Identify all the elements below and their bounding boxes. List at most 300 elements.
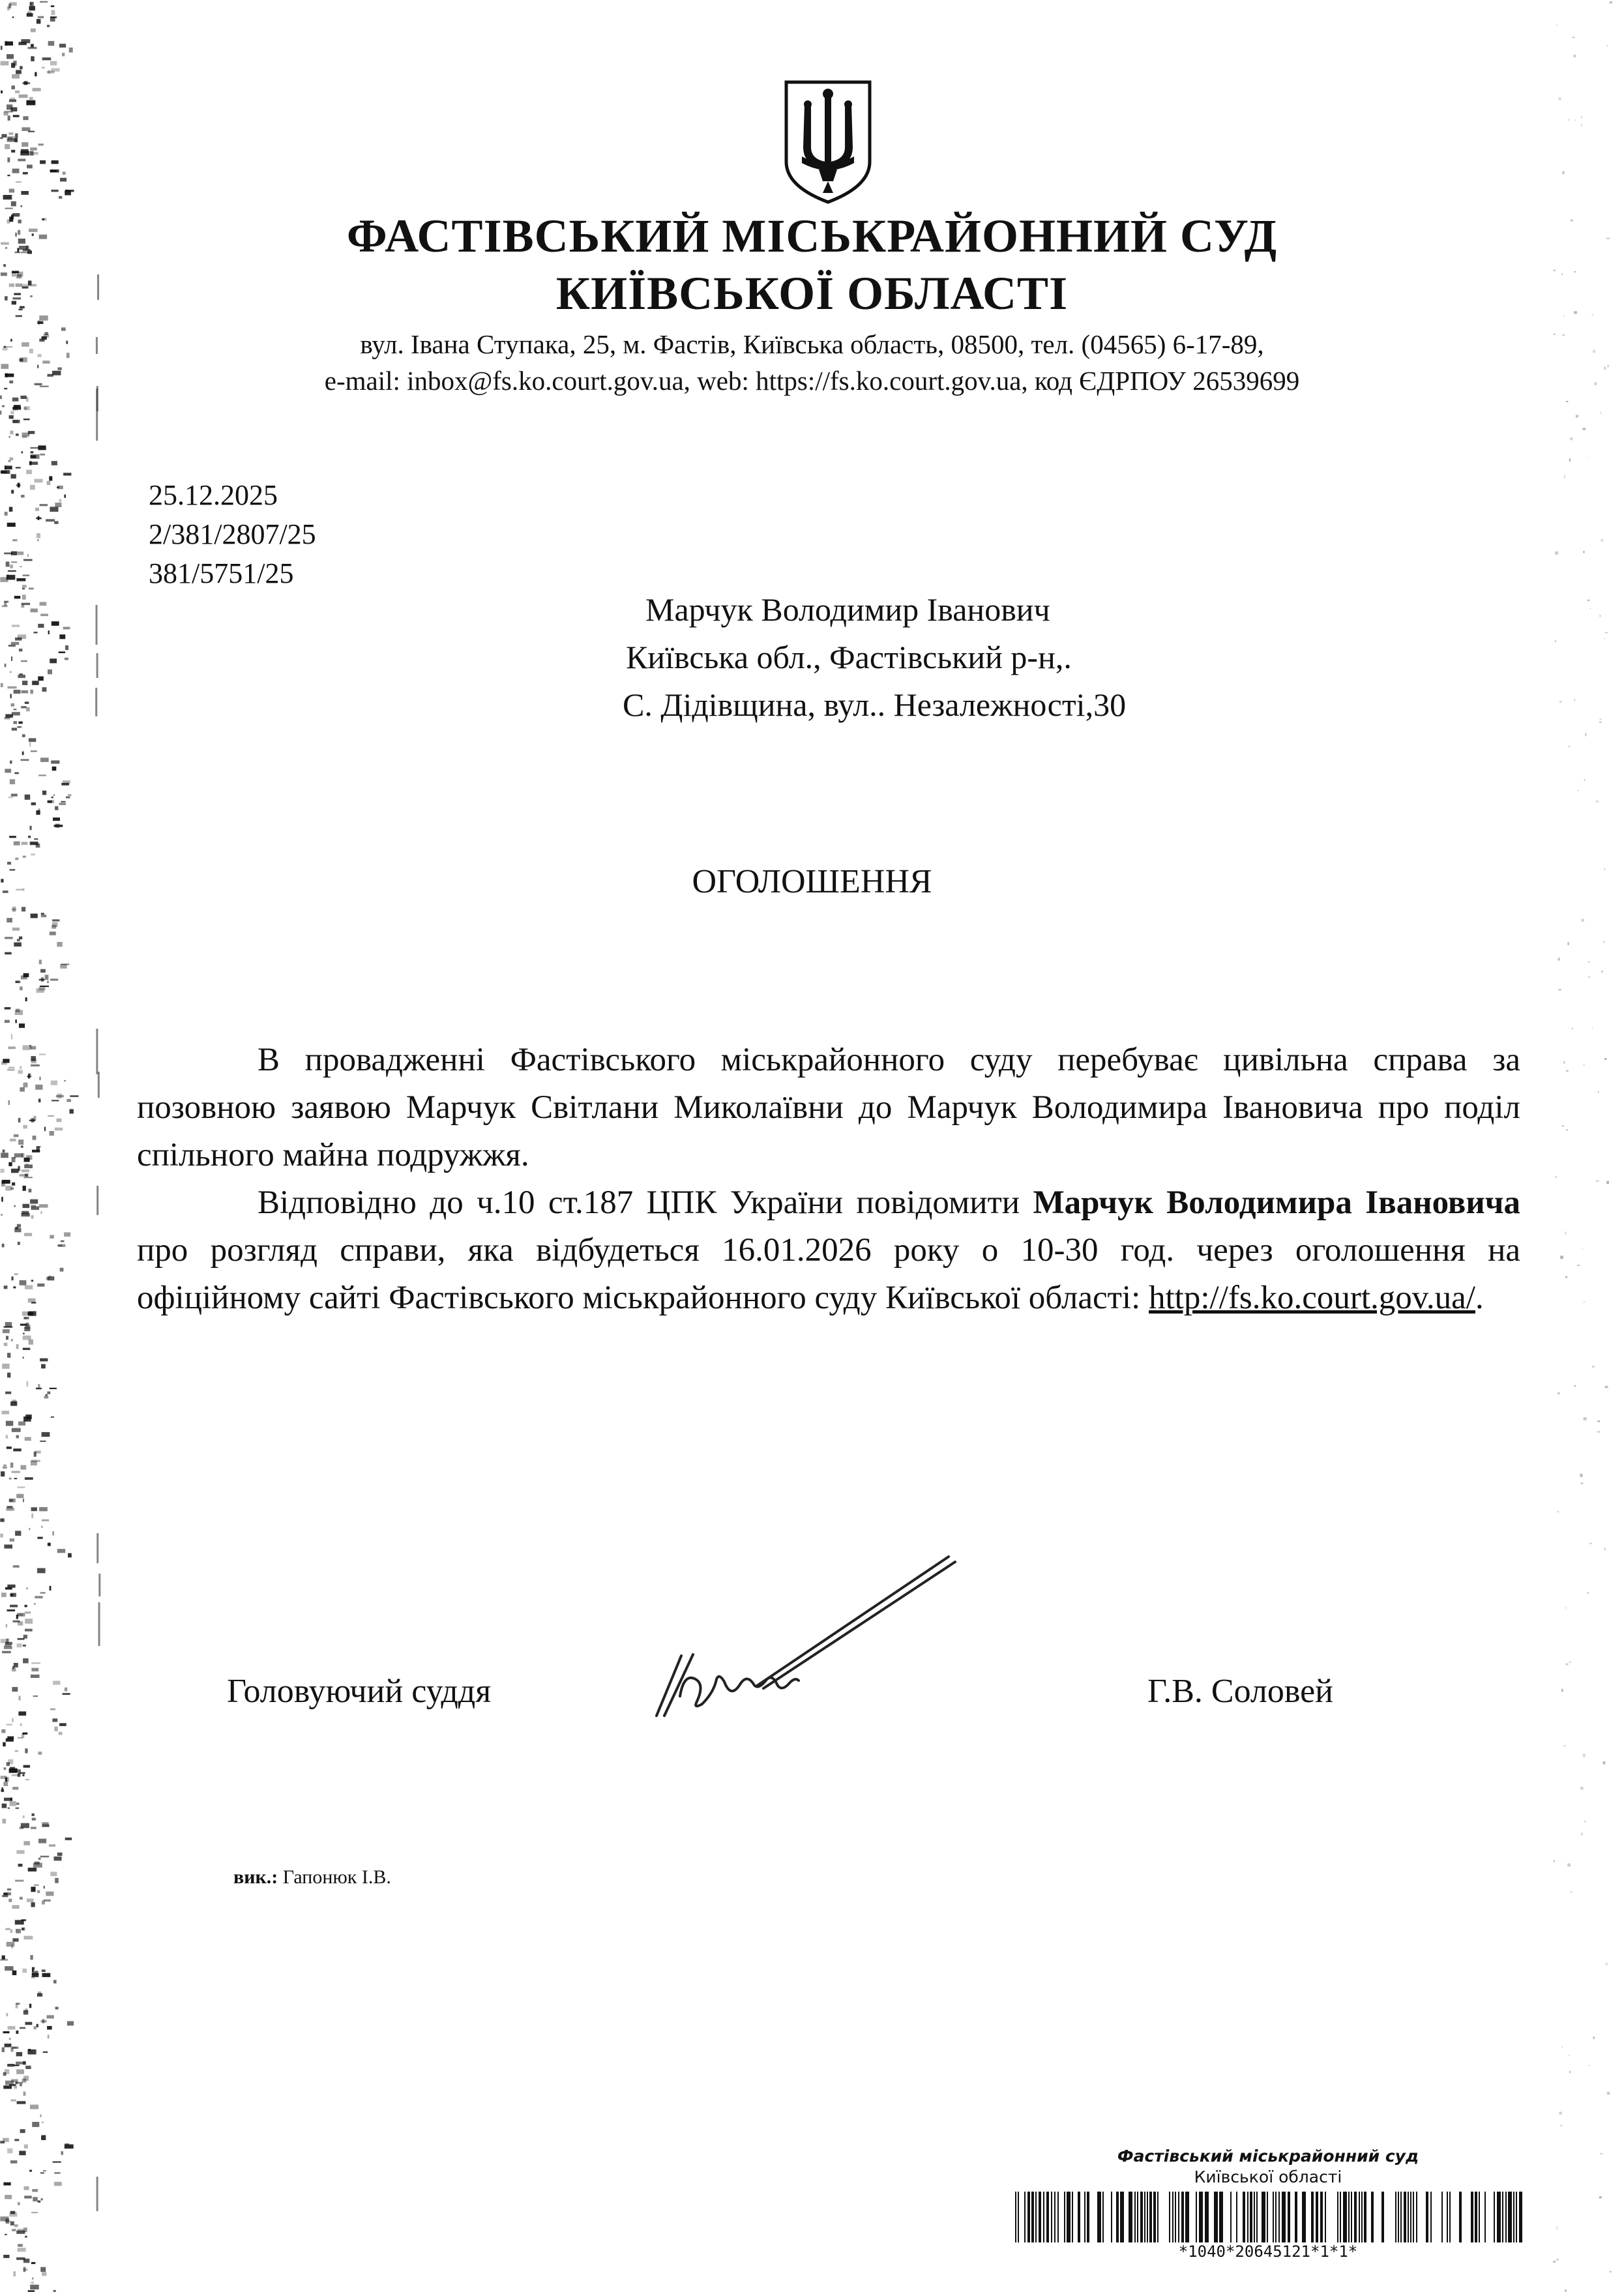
scan-noise-speck [48,801,52,803]
scan-noise-speck [50,17,55,22]
scan-noise-speck [18,1638,25,1640]
scan-noise-speck [27,554,29,557]
scan-noise-speck [21,149,29,153]
scan-noise-speck [5,2195,12,2199]
barcode-bar [1311,2192,1314,2242]
announcement-body [137,1036,1520,1322]
scan-noise-speck [12,1938,18,1941]
scan-noise-speck [34,479,42,483]
scan-noise-speck [31,1668,38,1671]
scan-noise-speck [35,72,37,77]
scan-noise-speck [24,81,28,85]
barcode-bar [1398,2192,1399,2242]
scan-noise-speck [7,1506,12,1508]
scan-noise-line [96,605,98,645]
barcode-bar [1250,2192,1252,2242]
barcode-bar [1395,2192,1396,2242]
scan-noise-speck [23,2267,26,2272]
barcode-bar [1400,2192,1402,2242]
scan-noise-speck [1554,1860,1555,1862]
scan-noise-speck [59,634,65,639]
scan-noise-speck [55,1878,59,1883]
scan-noise-speck [16,2031,19,2034]
scan-noise-speck [1584,1417,1587,1420]
barcode-bar [1505,2192,1507,2242]
barcode-bar [1256,2192,1258,2242]
scan-noise-speck [23,2061,25,2064]
scan-noise-speck [31,29,36,33]
scan-noise-speck [54,2172,60,2174]
scan-noise-speck [23,1186,26,1191]
scan-noise-speck [3,2182,10,2186]
scan-noise-speck [51,190,58,192]
scan-noise-speck [11,794,18,797]
scan-noise-speck [19,2151,25,2155]
scan-noise-speck [1583,551,1585,553]
scan-noise-speck [7,6,10,10]
scan-noise-speck [1562,1125,1565,1127]
scan-noise-speck [9,2212,17,2217]
scan-noise-speck [2,405,5,407]
scan-noise-speck [7,1353,10,1358]
scan-noise-speck [23,559,33,561]
barcode-bar [1051,2192,1052,2242]
scan-noise-speck [20,2084,22,2087]
scan-noise-speck [9,189,14,193]
scan-noise-speck [54,521,58,523]
scan-noise-speck [46,519,55,522]
scan-noise-speck [10,1139,16,1141]
scan-noise-speck [4,1286,8,1289]
scan-noise-speck [41,1211,42,1214]
scan-noise-speck [38,1098,41,1102]
scan-noise-speck [1555,641,1556,642]
barcode-bar [1282,2192,1286,2242]
scan-noise-speck [40,1856,49,1858]
scan-noise-speck [6,1336,8,1340]
scan-noise-speck [12,1905,20,1909]
scan-noise-speck [1566,401,1568,402]
scan-noise-speck [1603,941,1605,943]
scan-noise-speck [30,485,35,490]
scan-noise-line [98,1602,100,1646]
barcode-bar [1178,2192,1179,2242]
scan-noise-speck [14,1153,23,1157]
scan-noise-speck [18,726,22,728]
scan-noise-line [98,1574,100,1596]
scan-noise-speck [1583,1302,1585,1303]
scan-noise-speck [18,1139,23,1145]
scan-noise-speck [21,495,25,497]
scan-noise-speck [7,1373,10,1378]
barcode-bar [1441,2192,1443,2242]
scan-noise-speck [1605,1386,1608,1388]
scan-noise-speck [50,1235,54,1239]
scan-noise-speck [50,1872,57,1876]
scan-noise-speck [22,907,25,911]
scan-noise-speck [2,2048,5,2053]
scan-noise-speck [31,1507,37,1511]
scan-noise-speck [41,2135,46,2140]
scan-noise-speck [1558,1511,1559,1512]
scan-noise-speck [40,2198,43,2200]
scan-noise-speck [1564,1745,1566,1746]
scan-noise-speck [11,1187,14,1190]
court-name-line2: КИЇВСЬКОЇ ОБЛАСТІ [555,267,1069,319]
scan-noise-speck [14,1134,19,1137]
court-website-link[interactable]: http://fs.ko.court.gov.ua/ [1149,1280,1475,1316]
scan-noise-speck [1587,600,1590,602]
scan-noise-speck [25,1619,33,1624]
scan-noise-speck [48,41,55,46]
scan-noise-speck [1599,2196,1602,2198]
scan-noise-speck [1553,2261,1556,2263]
scan-noise-speck [3,2138,9,2142]
scan-noise-speck [47,2026,52,2030]
scan-noise-speck [55,1128,63,1131]
scan-noise-speck [37,1284,44,1287]
scan-noise-speck [1585,733,1586,737]
scan-noise-speck [37,1537,42,1539]
scan-noise-speck [41,1364,46,1369]
scan-noise-speck [42,2272,46,2276]
scan-noise-speck [18,2244,23,2246]
scan-noise-speck [25,1173,29,1177]
scan-noise-speck [50,978,58,980]
scan-noise-speck [18,2248,26,2252]
barcode-bar [1361,2192,1363,2242]
scan-noise-speck [1595,801,1599,802]
scan-noise-speck [31,914,38,918]
scan-noise-speck [23,1357,24,1359]
barcode-bar [1196,2192,1197,2242]
scan-noise-speck [37,533,40,538]
scan-noise-speck [4,553,12,555]
scan-noise-speck [35,1596,42,1598]
scan-noise-speck [40,757,49,762]
scan-noise-speck [57,1853,63,1856]
scan-noise-speck [18,1711,26,1715]
scan-noise-speck [9,1478,12,1480]
scan-noise-speck [7,575,15,580]
scan-noise-speck [31,451,34,453]
scan-noise-speck [1,1197,3,1202]
scan-noise-speck [21,759,29,761]
scan-noise-speck [37,1568,46,1574]
scan-noise-speck [1584,779,1586,780]
scan-noise-speck [29,97,33,100]
scan-noise-speck [23,172,28,175]
scan-noise-speck [7,1609,16,1611]
scan-noise-speck [15,91,20,93]
paragraph-2-text-b: про розгляд справи, яка відбудеться 16.01.2026 року о 10-30 год. через оголошення на офіційному сайті Фастівського міськрайонного суду Київської області: [137,1232,1520,1316]
scan-noise-speck [3,2072,7,2076]
scan-noise-speck [12,420,18,423]
scan-noise-speck [1603,1761,1606,1765]
scan-noise-speck [31,1461,37,1466]
scan-noise-speck [1561,1689,1563,1692]
scan-noise-speck [8,686,17,689]
scan-noise-speck [1568,746,1571,747]
barcode-bar [1057,2192,1059,2242]
scan-noise-speck [6,1435,8,1439]
scan-noise-speck [12,16,14,18]
scan-noise-speck [16,2003,20,2005]
scan-noise-speck [1610,2271,1612,2272]
scan-noise-speck [30,2285,39,2289]
scan-noise-speck [10,1801,16,1806]
scan-noise-speck [8,2026,16,2029]
scan-noise-speck [37,539,39,541]
scan-noise-speck [1,1593,7,1597]
scan-noise-speck [51,1081,57,1085]
scan-noise-speck [1559,97,1561,100]
scan-noise-speck [38,445,46,450]
scan-noise-speck [21,660,27,662]
barcode-bar [1097,2192,1101,2242]
scan-noise-speck [52,922,58,927]
scan-noise-speck [12,2047,18,2049]
scan-noise-speck [3,2031,10,2033]
scan-noise-speck [25,1779,29,1780]
scan-noise-speck [7,1069,14,1071]
scan-noise-speck [5,664,7,667]
barcode-bar [1502,2192,1503,2242]
scan-noise-speck [23,1177,33,1178]
scan-noise-speck [12,727,17,730]
scan-noise-speck [9,836,16,838]
scan-noise-speck [36,844,40,847]
barcode-bar [1273,2192,1274,2242]
barcode-bar [1140,2192,1143,2242]
scan-noise-speck [7,1585,15,1588]
scan-noise-speck [5,512,8,516]
scan-noise-speck [1572,1028,1573,1029]
scan-noise-speck [31,1215,33,1218]
scan-noise-line [98,1072,100,1098]
scan-noise-speck [7,1942,15,1947]
scan-noise-speck [16,2052,22,2057]
scan-noise-speck [38,677,44,681]
scan-noise-speck [13,115,19,117]
scan-noise-speck [52,621,59,626]
scan-noise-speck [63,627,70,630]
scan-noise-speck [10,671,12,673]
scan-noise-speck [1598,1091,1599,1093]
scan-noise-speck [31,1662,40,1664]
scan-noise-line [96,2177,98,2211]
scan-noise-speck [40,2172,44,2173]
scan-noise-speck [10,1605,18,1608]
scan-noise-speck [4,1647,12,1649]
barcode-bar [1348,2192,1350,2242]
scan-noise-line [96,1186,98,1215]
scan-noise-speck [19,1023,25,1028]
scan-noise-speck [7,523,16,527]
scan-noise-speck [1560,2125,1563,2126]
scan-noise-speck [31,1514,33,1518]
stamp-region: Київської області [1194,2167,1342,2186]
scan-noise-speck [17,2101,26,2104]
scan-noise-speck [30,2,34,6]
scan-noise-speck [25,795,31,800]
scan-noise-speck [3,1742,6,1747]
scan-noise-speck [40,1441,46,1442]
paragraph-2-end: . [1475,1280,1484,1316]
scan-noise-speck [31,1827,37,1829]
scan-noise-speck [37,1146,41,1147]
scan-noise-speck [8,1899,12,1902]
scan-noise-speck [1592,1366,1595,1368]
scan-noise-speck [18,722,23,724]
scan-noise-speck [10,565,13,568]
scan-noise-speck [9,2,17,5]
scan-noise-speck [22,588,25,589]
scan-noise-speck [7,918,12,922]
scan-noise-speck [40,1,48,3]
scan-noise-line [96,653,98,678]
scan-noise-speck [1590,608,1591,610]
scan-noise-speck [32,681,38,685]
barcode-bar [1325,2192,1326,2242]
scan-noise-speck [20,1066,22,1069]
scan-noise-speck [1600,615,1601,617]
scan-noise-speck [39,1077,41,1080]
scan-noise-speck [64,1080,66,1081]
barcode-bar [1497,2192,1501,2242]
scan-noise-speck [31,1902,35,1907]
scan-noise-speck [30,1048,33,1049]
scan-noise-speck [4,1892,11,1896]
scan-noise-speck [16,980,21,983]
barcode-bar [1149,2192,1152,2242]
scan-noise-speck [1574,55,1576,57]
scan-noise-speck [1588,977,1590,978]
court-address-line1: вул. Івана Ступака, 25, м. Фастів, Київська область, 08500, тел. (04565) 6-17-89, [360,329,1264,359]
scan-noise-speck [1593,2036,1595,2039]
scan-noise-speck [22,1169,29,1172]
scan-noise-speck [48,669,52,675]
barcode-bar [1426,2192,1428,2242]
barcode-bar [1072,2192,1073,2242]
scan-noise-speck [18,1486,25,1488]
scan-noise-speck [30,151,33,156]
scan-noise-speck [17,1643,22,1647]
scan-noise-speck [8,570,16,572]
scan-noise-speck [38,624,44,628]
scan-noise-speck [1,46,3,50]
scan-noise-speck [42,1520,49,1521]
scan-noise-speck [50,658,57,663]
barcode-bar [1337,2192,1338,2242]
scan-noise-speck [21,205,23,207]
scan-noise-speck [33,1696,38,1697]
scan-noise-speck [2,1244,5,1248]
scan-noise-speck [62,53,65,57]
scan-noise-speck [1559,989,1561,991]
scan-noise-speck [53,1681,60,1684]
scan-noise-speck [14,842,20,845]
scan-noise-speck [1569,1662,1571,1663]
barcode-bar [1147,2192,1148,2242]
scan-noise-speck [14,1228,21,1233]
scan-noise-speck [4,601,7,606]
scan-noise-speck [42,2122,43,2123]
scan-noise-speck [40,1592,46,1593]
scan-noise-speck [54,1857,62,1861]
scan-noise-speck [31,802,36,805]
scan-noise-speck [25,997,27,1001]
scan-noise-speck [7,158,10,162]
scan-noise-speck [20,1897,23,1900]
scan-noise-speck [12,1718,14,1722]
scan-noise-speck [41,1526,42,1528]
scan-noise-speck [25,1605,27,1608]
scan-noise-speck [23,1204,30,1208]
scan-noise-speck [22,1969,27,1973]
scan-noise-speck [1565,1231,1566,1234]
scan-noise-speck [32,1814,35,1816]
scan-noise-speck [16,1435,20,1439]
scan-noise-speck [21,1146,23,1148]
scan-noise-speck [28,836,31,838]
scan-noise-speck [1606,1181,1609,1184]
barcode-bar [1404,2192,1406,2242]
scan-noise-speck [8,115,10,121]
scan-noise-speck [18,2229,24,2231]
scan-noise-speck [49,477,52,481]
scan-noise-speck [50,1709,55,1711]
scan-noise-speck [24,2196,32,2198]
scan-noise-speck [22,681,27,685]
scan-noise-speck [34,1885,39,1887]
scan-noise-speck [44,1127,46,1132]
barcode-bar [1416,2192,1417,2242]
scan-noise-speck [42,1432,50,1437]
barcode-bar [1144,2192,1145,2242]
scan-noise-speck [18,159,25,162]
scan-noise-speck [27,1312,33,1315]
scan-noise-speck [40,160,46,164]
scan-noise-speck [25,1611,31,1613]
scan-noise-speck [18,1118,21,1123]
scan-noise-speck [13,1621,20,1623]
scan-noise-speck [1601,539,1604,542]
barcode-bar [1078,2192,1080,2242]
scan-noise-speck [1,1471,5,1477]
scan-noise-speck [23,1499,24,1503]
scan-noise-speck [14,709,17,710]
scan-noise-speck [15,134,18,138]
scan-noise-speck [1580,1787,1584,1790]
barcode-bar [1134,2192,1136,2242]
scan-noise-speck [59,196,62,199]
scan-noise-speck [33,88,41,91]
scan-noise-speck [9,99,16,102]
scan-noise-speck [23,1765,30,1768]
scan-noise-speck [11,474,16,478]
scan-noise-speck [50,932,56,935]
scan-noise-speck [31,1302,37,1303]
scan-noise-speck [39,1204,48,1207]
scan-noise-speck [20,1280,27,1286]
barcode-bar [1199,2192,1203,2242]
scan-noise-speck [0,411,1,415]
barcode-bar [1035,2192,1037,2242]
scan-noise-speck [8,132,13,135]
barcode-bar [1067,2192,1070,2242]
scan-noise-speck [12,624,20,627]
